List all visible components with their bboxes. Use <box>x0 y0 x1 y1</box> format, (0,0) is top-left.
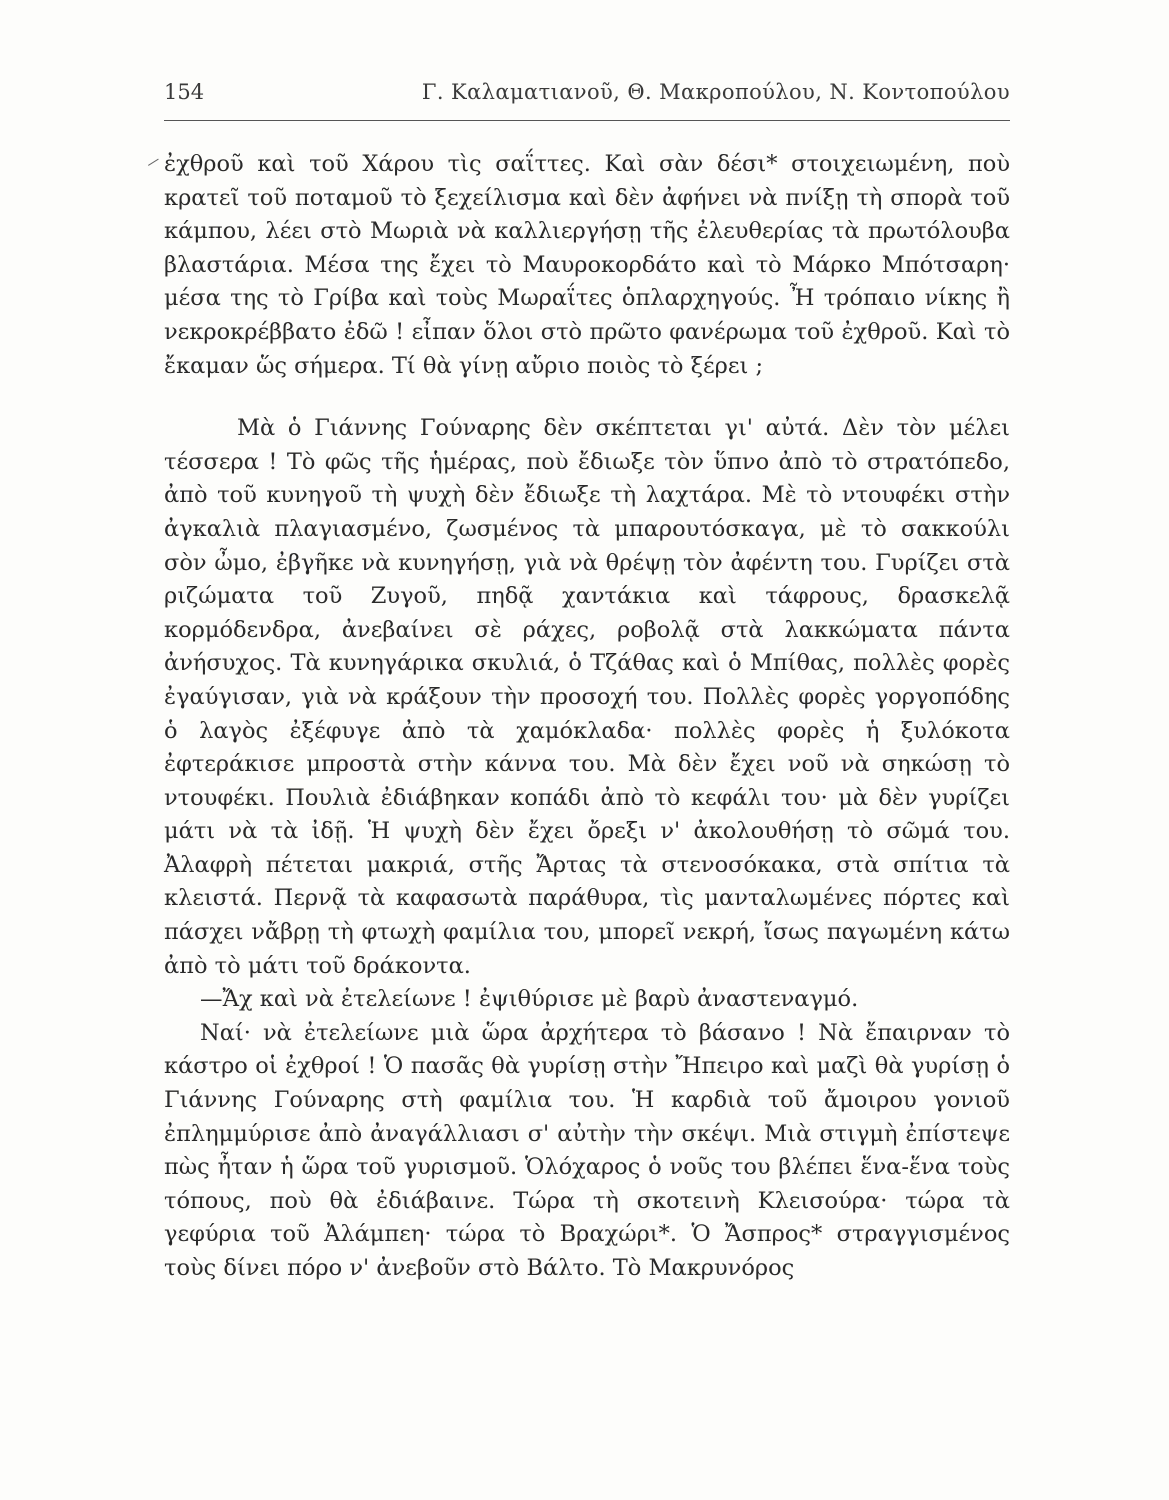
paragraph: ἐχθροῦ καὶ τοῦ Χάρου τὶς σαΐττες. Καὶ σὰν δέσι* στοιχειωμένη, ποὺ κρατεῖ τοῦ ποταμοῦ τὸ ξεχείλισμα καὶ δὲν ἀφήνει νὰ πνίξῃ τὴ σπορὰ τοῦ κάμπου, λέει στὸ Μωριὰ νὰ καλλιεργήσῃ τῆς ἐλευθερίας τὰ πρωτόλουβα βλαστάρια. Μέσα της ἔχει τὸ Μαυροκορδάτο καὶ τὸ Μάρκο Μπότσαρη· μέσα της τὸ Γρίβα καὶ τοὺς Μωραΐτες ὁπλαρχηγούς. Ἦ τρόπαιο νίκης ἢ νεκροκρέββατο ἐδῶ ! εἶπαν ὅλοι στὸ πρῶτο φανέρωμα τοῦ ἐχθροῦ. Καὶ τὸ ἔκαμαν ὥς σήμερα. Τί θὰ γίνῃ αὔριο ποιὸς τὸ ξέρει ; <box>164 151 1010 379</box>
paragraph: Ναί· νὰ ἐτελείωνε μιὰ ὥρα ἀρχήτερα τὸ βάσανο ! Νὰ ἔπαιρναν τὸ κάστρο οἱ ἐχθροί ! Ὁ πασᾶς θὰ γυρίσῃ στὴν Ἤπειρο καὶ μαζὶ θὰ γυρίσῃ ὁ Γιάννης Γούναρης στὴ φαμίλια του. Ἡ καρδιὰ τοῦ ἄμοιρου γονιοῦ ἐπλημμύρισε ἀπὸ ἀναγάλλιασι σ' αὐτὴν τὴν σκέψι. Μιὰ στιγμὴ ἐπίστεψε πὼς ἦταν ἡ ὥρα τοῦ γυρισμοῦ. Ὁλόχαρος ὁ νοῦς του βλέπει ἕνα-ἕνα τοὺς τόπους, ποὺ θὰ ἐδιάβαινε. Τώρα τὴ σκοτεινὴ Κλεισούρα· τώρα τὰ γεφύρια τοῦ Ἀλάμπεη· τώρα τὸ Βραχώρι*. Ὁ Ἄσπρος* στραγγισμένος τοὺς δίνει πόρο ν' ἀνεβοῦν στὸ Βάλτο. Τὸ Μακρυνόρος <box>164 1019 1010 1281</box>
page-number: 154 <box>164 80 205 104</box>
paragraph: —Ἄχ καὶ νὰ ἐτελείωνε ! ἐψιθύρισε μὲ βαρὺ ἀναστεναγμό. <box>200 986 859 1013</box>
header-rule <box>164 120 1010 121</box>
body-text <box>164 148 1010 1286</box>
page-header <box>164 80 1010 110</box>
paragraph: Μὰ ὁ Γιάννης Γούναρης δὲν σκέπτεται γι' αὐτά. Δὲν τὸν μέλει τέσσερα ! Τὸ φῶς τῆς ἡμέρας, ποὺ ἔδιωξε τὸν ὕπνο ἀπὸ τὸ στρατόπεδο, ἀπὸ τοῦ κυνηγοῦ τὴ ψυχὴ δὲν ἔδιωξε τὴ λαχτάρα. Μὲ τὸ ντουφέκι στὴν ἀγκαλιὰ πλαγιασμένο, ζωσμένος τὰ μπαρουτόσκαγα, μὲ τὸ σακκούλι σὸν ὦμο, ἐβγῆκε νὰ κυνηγήσῃ, γιὰ νὰ θρέψῃ τὸν ἀφέντη του. Γυρίζει στὰ ριζώματα τοῦ Ζυγοῦ, πηδᾷ χαντάκια καὶ τάφρους, δρασκελᾷ κορμόδενδρα, ἀνεβαίνει σὲ ράχες, ροβολᾷ στὰ λακκώματα πάντα ἀνήσυχος. Τὰ κυνηγάρικα σκυλιά, ὁ Τζάθας καὶ ὁ Μπίθας, πολλὲς φορὲς ἐγαύγισαν, γιὰ νὰ κράξουν τὴν προσοχή του. Πολλὲς φορὲς γοργοπόδης ὁ λαγὸς ἐξέφυγε ἀπὸ τὰ χαμόκλαδα· πολλὲς φορὲς ἡ ξυλόκοτα ἐφτεράκισε μπροστὰ στὴν κάννα του. Μὰ δὲν ἔχει νοῦ νὰ σηκώσῃ τὸ ντουφέκι. Πουλιὰ ἐδιάβηκαν κοπάδι ἀπὸ τὸ κεφάλι του· μὰ δὲν γυρίζει μάτι νὰ τὰ ἰδῇ. Ἡ ψυχὴ δὲν ἔχει ὄρεξι ν' ἀκολουθήσῃ τὸ σῶμά του. Ἀλαφρὴ πέτεται μακριά, στῆς Ἄρτας τὰ στενοσόκακα, στὰ σπίτια τὰ κλειστά. Περνᾷ τὰ καφασωτὰ παράθυρα, τὶς μανταλωμένες πόρτες καὶ πάσχει νἄβρῃ τὴ φτωχὴ φαμίλια του, μπορεῖ νεκρή, ἴσως παγωμένη κάτω ἀπὸ τὸ μάτι τοῦ δράκοντα. <box>164 415 1010 979</box>
margin-mark <box>148 159 165 176</box>
running-title: Γ. Καλαματιανοῦ, Θ. Μακροπούλου, Ν. Κοντοπούλου <box>421 80 1010 104</box>
